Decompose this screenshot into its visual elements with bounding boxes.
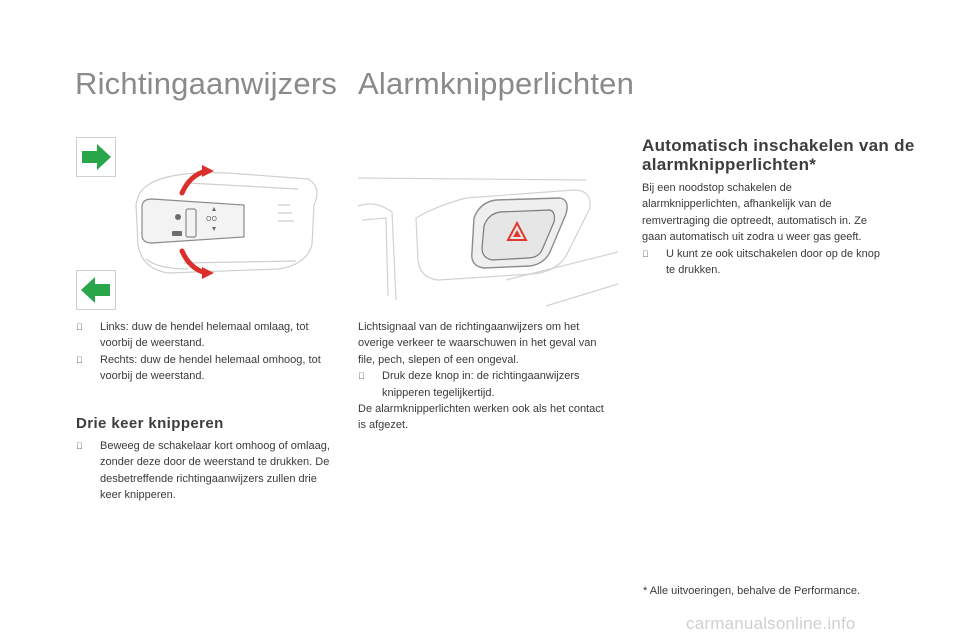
automatic-activation-text	[642, 180, 890, 278]
turn-signal-stalk-illustration	[128, 165, 328, 287]
bullet-marker-icon	[76, 352, 83, 368]
page-title-turn-signals: Richtingaanwijzers	[75, 66, 338, 101]
hazard-button-illustration	[356, 160, 618, 310]
list-item	[642, 246, 890, 279]
bullet-text-right: Rechts: duw de hendel helemaal omhoog, tot voorbij de weerstand.	[100, 353, 321, 383]
hazard-instructions	[358, 319, 610, 434]
left-arrow-icon	[76, 270, 116, 310]
bullet-text-switch-off: U kunt ze ook uitschakelen door op de knop te drukken.	[666, 247, 881, 277]
list-item	[76, 352, 341, 385]
bullet-marker-icon	[358, 368, 365, 384]
bullet-text-left: Links: duw de hendel helemaal omlaag, tot voorbij de weerstand.	[100, 321, 309, 350]
list-item	[76, 319, 341, 352]
hazard-intro: Lichtsignaal van de richtingaanwijzers om het overige verkeer te waarschuwen in het geval van file, pech, slepen of een ongeval.	[358, 321, 597, 366]
bullet-marker-icon	[76, 438, 83, 454]
svg-text:OO: OO	[206, 215, 218, 223]
list-item	[76, 438, 334, 504]
turn-signal-instructions	[76, 319, 341, 385]
bullet-text-press-button: Druk deze knop in: de richtingaanwijzers knipperen tegelijkertijd.	[382, 370, 580, 399]
section-title-three-flashes: Drie keer knipperen	[76, 415, 224, 432]
hazard-outro: De alarmknipperlichten werken ook als het contact is afgezet.	[358, 403, 604, 432]
bullet-text-three-flashes: Beweeg de schakelaar kort omhoog of omlaag, zonder deze door de weerstand te drukken. De desbetreffende richtingaanwijzers zullen drie keer knipperen.	[100, 440, 330, 502]
section-title-automatic-activation: Automatisch inschakelen van de alarmknipperlichten*	[642, 136, 915, 174]
watermark: carmanualsonline.info	[686, 614, 856, 633]
list-item	[358, 368, 610, 401]
automatic-activation-body: Bij een noodstop schakelen de alarmknipperlichten, afhankelijk van de remvertraging die optreedt, automatisch in. Ze gaan automatisch uit zodra u weer gas geeft.	[642, 182, 868, 244]
bullet-marker-icon	[642, 246, 649, 262]
three-flashes-instructions	[76, 438, 334, 504]
bullet-marker-icon	[76, 319, 83, 335]
right-arrow-icon	[76, 137, 116, 177]
page-title-hazard-lights: Alarmknipperlichten	[358, 66, 635, 101]
footnote: * Alle uitvoeringen, behalve de Performance.	[643, 585, 861, 597]
